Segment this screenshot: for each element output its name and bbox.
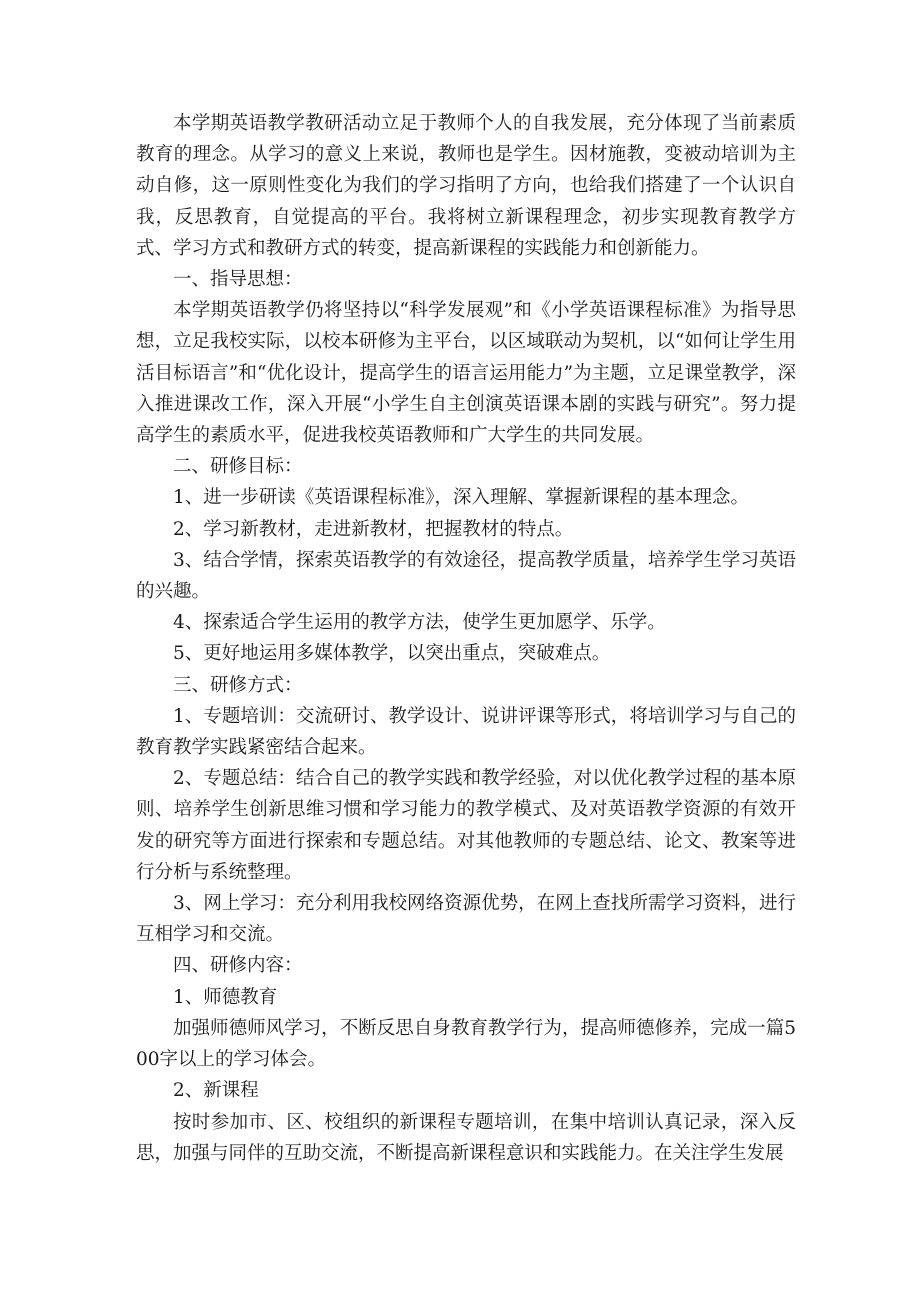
section-heading-guiding-thought: 一、指导思想：	[173, 269, 303, 291]
content-paragraph: 按时参加市、区、校组织的新课程专题培训，在集中培训认真记录，深入反思，加强与同伴的互助交流，不断提高新课程意识和实践能力。在关注学生发展	[136, 1111, 796, 1164]
goal-item: 2、学习新教材，走进新教材，把握教材的特点。	[173, 518, 574, 540]
method-item: 2、专题总结：结合自己的教学实践和教学经验，对以优化教学过程的基本原则、培养学生创新思维习惯和学习能力的教学模式、及对英语教学资源的有效开发的研究等方面进行探索和专题总结。对其他教师的专题总结、论文、教案等进行分析与系统整理。	[136, 768, 796, 883]
method-item: 1、专题培训：交流研讨、教学设计、说讲评课等形式，将培训学习与自己的教育教学实践紧密结合起来。	[136, 705, 796, 759]
section-heading-methods: 三、研修方式：	[173, 674, 303, 696]
guiding-thought-paragraph: 本学期英语教学仍将坚持以“科学发展观”和《小学英语课程标准》为指导思想，立足我校实际，以校本研修为主平台，以区域联动为契机，以“如何让学生用活目标语言”和“优化设计，提高学生的语言运用能力”为主题，立足课堂教学，深入推进课改工作，深入开展“小学生自主创演英语课本剧的实践与研究”。努力提高学生的素质水平，促进我校英语教师和广大学生的共同发展。	[136, 300, 796, 447]
content-subheading: 1、师德教育	[173, 986, 278, 1008]
goal-item: 4、探索适合学生运用的教学方法，使学生更加愿学、乐学。	[173, 612, 666, 634]
goal-item: 1、进一步研读《英语课程标准》，深入理解、掌握新课程的基本理念。	[173, 487, 750, 509]
content-paragraph: 加强师德师风学习，不断反思自身教育教学行为，提高师德修养，完成一篇500字以上的学习体会。	[136, 1017, 796, 1071]
goal-item: 5、更好地运用多媒体教学，以突出重点，突破难点。	[173, 643, 611, 665]
intro-paragraph: 本学期英语教学教研活动立足于教师个人的自我发展，充分体现了当前素质教育的理念。从学习的意义上来说，教师也是学生。因材施教，变被动培训为主动自修，这一原则性变化为我们的学习指明了方向，也给我们搭建了一个认识自我，反思教育，自觉提高的平台。我将树立新课程理念，初步实现教育教学方式、学习方式和教研方式的转变，提高新课程的实践能力和创新能力。	[136, 113, 796, 259]
content-subheading: 2、新课程	[173, 1080, 259, 1102]
document-body	[136, 108, 796, 1169]
method-item: 3、网上学习：充分利用我校网络资源优势，在网上查找所需学习资料，进行互相学习和交流。	[136, 893, 796, 946]
section-heading-goals: 二、研修目标：	[173, 456, 303, 478]
goal-item: 3、结合学情，探索英语教学的有效途径，提高教学质量，培养学生学习英语的兴趣。	[136, 549, 796, 603]
section-heading-content: 四、研修内容：	[173, 955, 303, 977]
